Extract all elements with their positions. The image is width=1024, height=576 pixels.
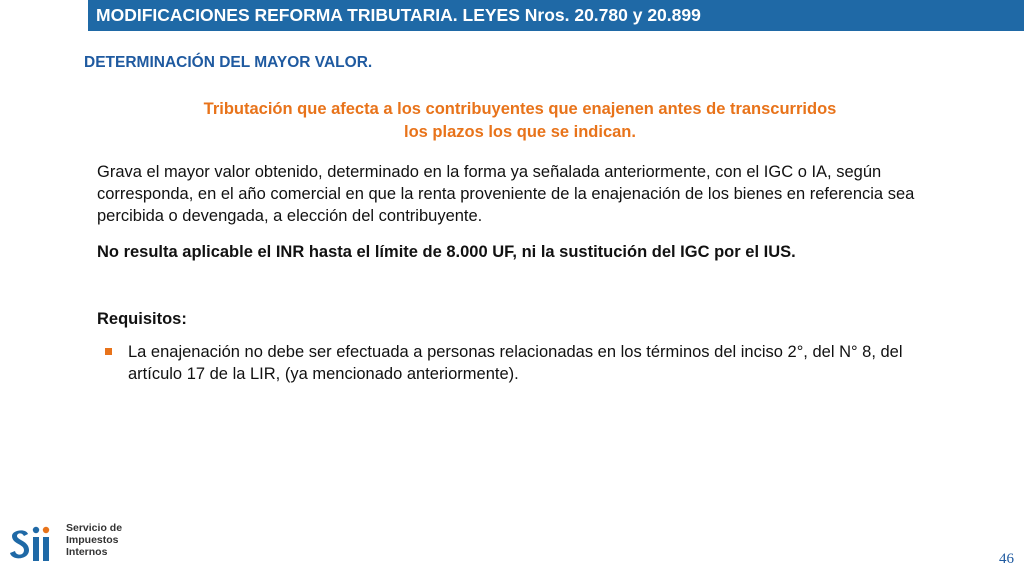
page-number: 46 xyxy=(999,551,1014,567)
section-title: DETERMINACIÓN DEL MAYOR VALOR. xyxy=(84,54,373,71)
paragraph-1: Grava el mayor valor obtenido, determinado en la forma ya señalada anteriormente, con el IGC o IA, según corresponda, en el año comercial en que la renta proveniente de la enajenación de los bienes en referencia sea percibida o devengada, a elección del contribuyente. xyxy=(97,163,915,225)
subtitle: Tributación que afecta a los contribuyentes que enajenen antes de transcurridos los plazos los que se indican. xyxy=(203,100,837,141)
requisitos-heading: Requisitos: xyxy=(97,310,187,328)
paragraph-2: No resulta aplicable el INR hasta el límite de 8.000 UF, ni la sustitución del IGC por el IUS. xyxy=(97,243,796,261)
slide-title: MODIFICACIONES REFORMA TRIBUTARIA. LEYES Nros. 20.780 y 20.899 xyxy=(96,5,701,25)
sii-logo-icon xyxy=(8,522,60,570)
sii-logo xyxy=(8,522,158,570)
square-bullet-icon xyxy=(105,348,112,355)
list-item-text: La enajenación no debe ser efectuada a personas relacionadas en los términos del inciso 2°, del N° 8, del artículo 17 de la LIR, (ya mencionado anteriormente). xyxy=(128,343,903,383)
logo-text: Servicio de Impuestos Internos xyxy=(66,522,123,558)
